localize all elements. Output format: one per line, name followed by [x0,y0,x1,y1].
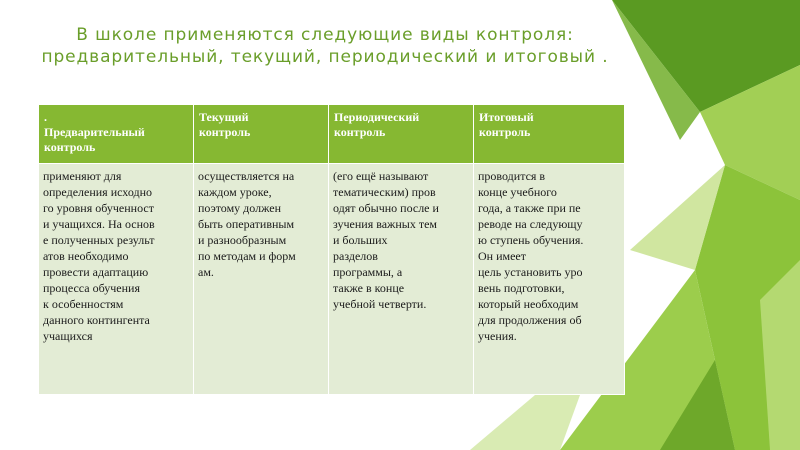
header-preliminary [39,105,194,164]
header-final [474,105,625,164]
header-periodic-text: Периодический контроль [334,110,420,139]
cell-final-text: проводится в конце учебного года, а также при пе реводе на следующу ю ступень обучения. Он имеет цель установить уро вень подготовки, который необходим для продолжения об учения. [478,169,584,343]
control-types-table [38,104,625,395]
slide-title-line-1: В школе применяются следующие виды контроля: [76,25,574,45]
cell-current [194,164,329,395]
header-preliminary-text: . Предварительный контроль [44,110,145,154]
header-periodic [329,105,474,164]
cell-periodic-text: (его ещё называют тематическим) пров одят обычно после и зучения важных тем и больших разделов программы, а также в конце учебной четверти. [333,169,439,311]
cell-periodic [329,164,474,395]
slide-title [30,24,620,68]
header-current [194,105,329,164]
table-row [39,164,625,395]
header-final-text: Итоговый контроль [479,110,534,139]
header-current-text: Текущий контроль [199,110,251,139]
cell-current-text: осуществляется на каждом уроке, поэтому должен быть оперативным и разнообразным по методам и форм ам. [198,169,296,279]
cell-preliminary-text: применяют для определения исходно го уровня обученност и учащихся. На основ е полученных результ атов необходимо провести адаптацию процесса обучения к особенностям данного контингента учащихся [43,169,155,343]
slide-title-line-2: предварительный, текущий, периодический и итоговый . [41,47,609,67]
cell-final [474,164,625,395]
cell-preliminary [39,164,194,395]
table-header-row [39,105,625,164]
